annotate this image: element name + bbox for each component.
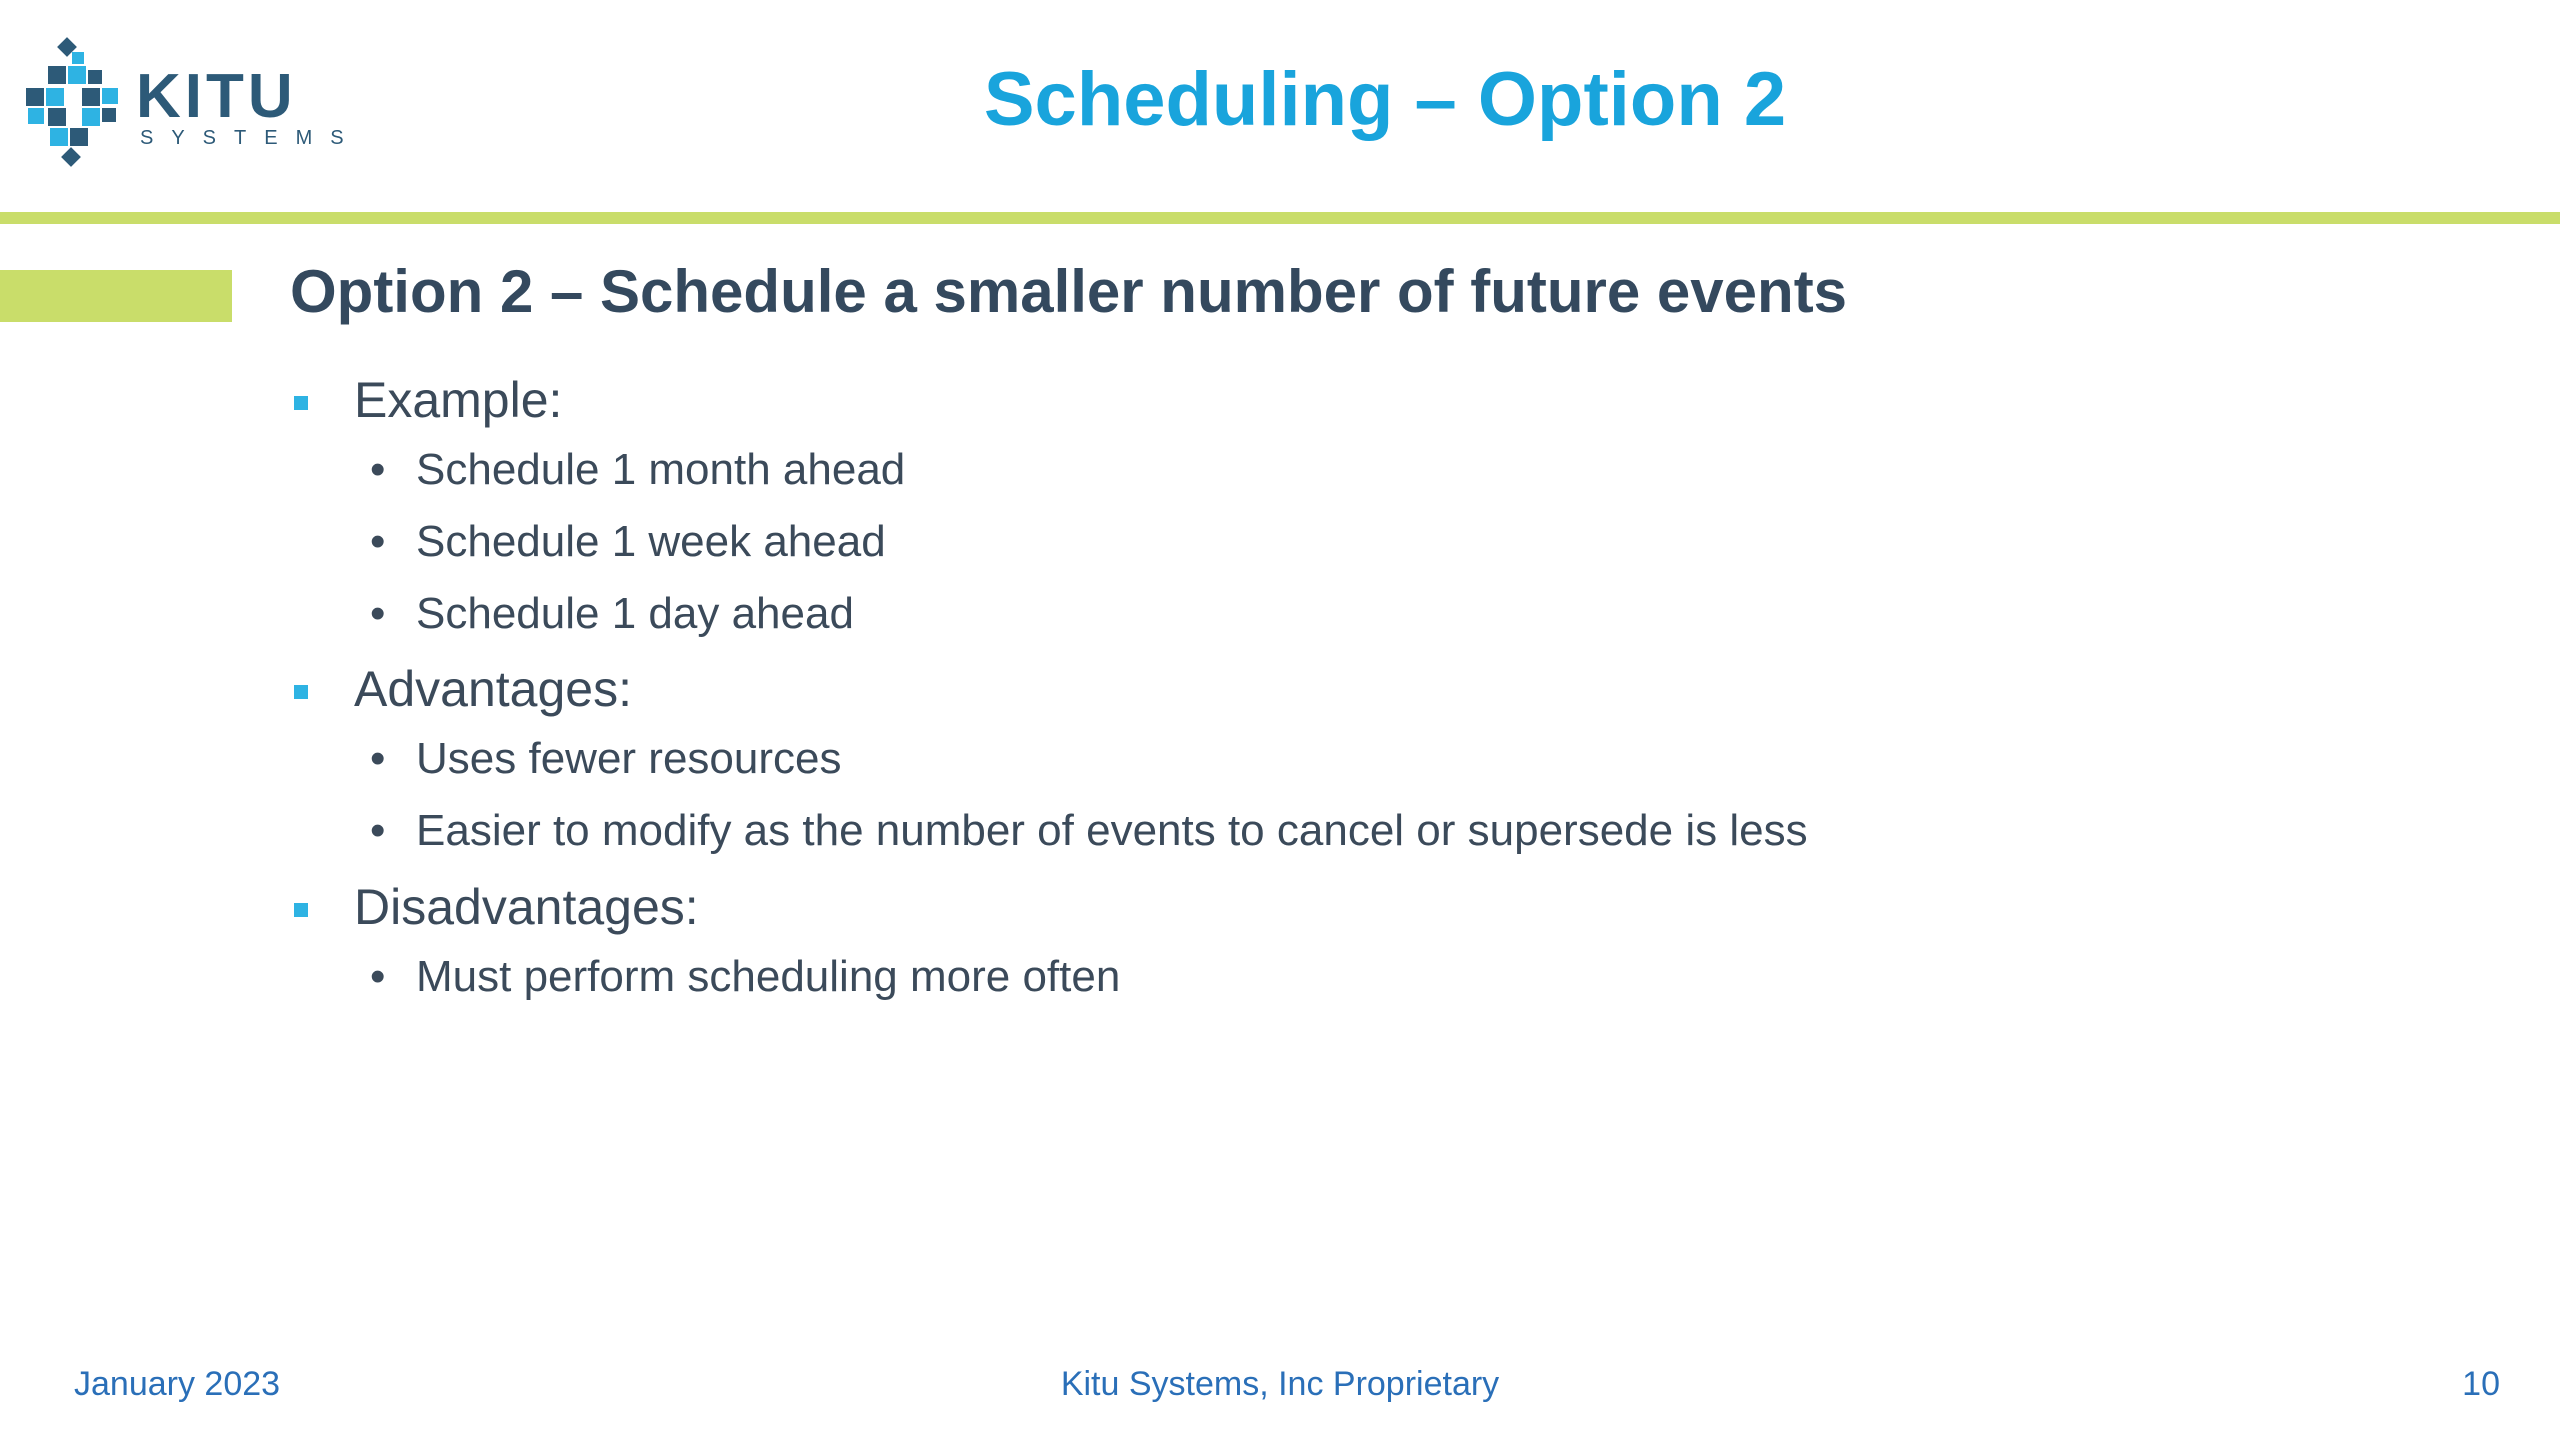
page-number: 10 [2462,1365,2500,1403]
logo-subtitle: SYSTEMS [140,127,362,149]
bullet-label: Advantages: [354,661,632,718]
bullet-label: Example: [354,372,563,428]
logo-wordmark: KITU [136,62,297,131]
bullet-text: Schedule 1 day ahead [416,588,854,638]
slide-title: Scheduling – Option 2 [983,57,1787,142]
bullet-text: Schedule 1 month ahead [416,445,906,494]
bullet-level1 [290,659,2490,719]
bullet-level2 [290,951,2490,1004]
dot-bullet-icon: • [370,951,386,1001]
bullet-level2 [290,805,2490,858]
bullet-level1 [290,877,2490,937]
bullet-label: Disadvantages: [354,878,699,935]
square-bullet-icon [294,685,308,699]
sub-bullet-list [290,733,2490,858]
square-bullet-icon [294,396,308,410]
dot-bullet-icon: • [370,734,386,784]
footer-date: January 2023 [74,1365,281,1403]
heading-accent-bar [0,270,232,322]
section-heading: Option 2 – Schedule a smaller number of future events [290,258,1848,325]
bullet-text: Must perform scheduling more often [416,951,1121,1001]
bullet-text: Easier to modify as the number of events to cancel or supersede is less [416,806,1808,856]
dot-bullet-icon: • [370,806,386,856]
bullet-level2 [290,733,2490,786]
sub-bullet-list [290,951,2490,1004]
bullet-text: Schedule 1 week ahead [416,516,886,566]
dot-bullet-icon: • [370,588,386,638]
bullet-content [290,370,2490,1023]
footer-proprietary: Kitu Systems, Inc Proprietary [1060,1365,1500,1403]
header-divider [0,212,2560,224]
dot-bullet-icon: • [370,445,386,494]
bullet-level1 [290,370,2490,430]
bullet-level2 [290,588,2490,641]
bullet-level2 [290,516,2490,569]
sub-bullet-list [290,444,2490,640]
bullet-text: Uses fewer resources [416,734,842,784]
bullet-level2 [290,444,2490,497]
dot-bullet-icon: • [370,516,386,566]
square-bullet-icon [294,903,308,917]
